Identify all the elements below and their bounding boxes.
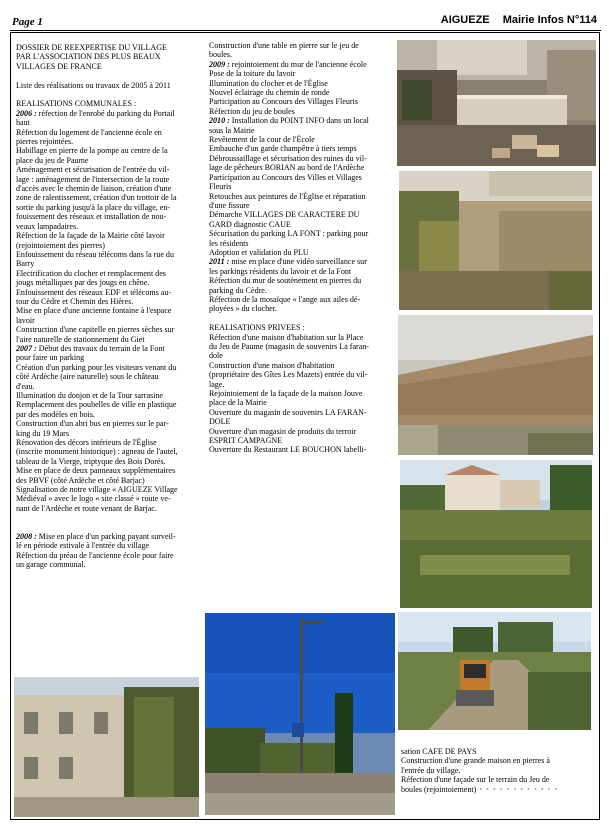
text-line: Aménagement et sécurisation de l'entrée du vil- [16, 165, 170, 175]
text-line: d'accès avec le chemin de liaison, création d'une [16, 184, 172, 194]
text-line: Réfection du logement de l'ancienne école en [16, 127, 162, 137]
text-line: nant de l'Ardèche et route venant de Barjac. [16, 503, 157, 513]
article-column-3 [401, 747, 597, 794]
text-line: Participation au Concours des Villes et Villages [209, 172, 362, 182]
text-line: DOLE [209, 417, 231, 427]
text-line: sation CAFE DE PAYS [401, 747, 477, 756]
text-line: boules. [209, 50, 233, 60]
text-line: 2010 : Installation du POINT INFO dans un local [209, 116, 369, 126]
photo-lavoir-fountain [397, 40, 596, 166]
text-line: Adoption et validation du PLU [209, 247, 309, 257]
text-line: ployées » du clocher. [209, 304, 277, 314]
text-line: l'aire naturelle de stationnement du Giet [16, 334, 145, 344]
text-line: l'entrée du village. [401, 765, 461, 775]
text-line: sous la Mairie [209, 125, 255, 135]
text-line: Mise en place de deux panneaux supplémentaires [16, 466, 176, 476]
text-line: Mise en place d'une ancienne fontaine à l'espace [16, 306, 172, 316]
photo-street-lamp [205, 613, 395, 815]
text-line [209, 314, 394, 323]
bulletin-name: Mairie Infos N°114 [502, 14, 597, 26]
text-line: lage : aménagement de l'intersection de la route [16, 174, 170, 184]
text-line: Remplacement des poubelles de ville en plastique [16, 400, 177, 410]
text-line: pour faire un parking [16, 353, 85, 363]
text-line: lage. [209, 379, 225, 389]
text-line: d'une fissure [209, 200, 250, 210]
text-line [16, 513, 202, 522]
text-line: place de la Mairie [209, 398, 267, 408]
photo-ruined-wall [399, 171, 592, 310]
text-line: 2007 : Début des travaux du terrain de la Font [16, 343, 165, 353]
text-line: king du 19 Mars [16, 428, 69, 438]
text-line: zone de ralentissement, création d'un trottoir de la [16, 193, 177, 203]
text-line: Barry [16, 259, 35, 269]
text-line: Construction d'une maison d'habitation [209, 360, 335, 370]
text-line: Embauche d'un garde champêtre à tiers temps [209, 144, 357, 154]
text-line: Electrification du clocher et remplacement des [16, 268, 166, 278]
text-line: Sécurisation du parking LA FONT : parking pour [209, 229, 369, 239]
text-line: Réfection de la mosaïque « l'ange aux ailes dé- [209, 294, 361, 304]
text-line: Revêtement de la cour de l'École [209, 135, 315, 145]
page-number: Page 1 [12, 16, 43, 28]
text-line: Rejointoiement de la façade de la maison Jouve [209, 389, 363, 399]
text-line: REALISATIONS PRIVEES : [209, 323, 305, 333]
text-line: Pose de la toiture du lavoir [209, 69, 296, 79]
text-line: Réfection de la façade de la Mairie côté lavoir [16, 231, 165, 241]
village-name: AIGUEZE [440, 14, 490, 26]
text-line: jougs métalliques par des jougs en chêne. [16, 278, 150, 288]
text-line: Construction d'un abri bus en pierres sur le par- [16, 419, 169, 429]
text-line: Réfection d'une façade sur le terrain du Jeu de [401, 775, 550, 785]
text-line: lage de pêcheurs BORIAN au bord de l'Ardèche [209, 163, 365, 173]
text-line: un garage communal. [16, 560, 86, 570]
article-column-1 [16, 43, 202, 570]
text-line: Réfection du mur de soutènement en pierres du [209, 276, 362, 286]
text-line: les résidents [209, 238, 249, 248]
text-line: PAR L'ASSOCIATION DES PLUS BEAUX [16, 52, 161, 62]
text-line [16, 523, 202, 532]
text-line: boules (rejointoiement) • • • • • • • • • • • • [401, 784, 559, 794]
text-line: Participation au Concours des Villages Fleuris [209, 97, 358, 107]
text-line: 2006 : réfection de l'enrobé du parking du Portail [16, 108, 175, 118]
text-line: place du jeu de Paume [16, 155, 89, 165]
text-line: Débroussaillage et sécurisation des ruines du vil- [209, 153, 367, 163]
text-line: Médiéval » avec le logo « site classé » route ve- [16, 494, 171, 504]
text-line: Ouverture d'un magasin de produits du terroir [209, 426, 357, 436]
text-line: parking du Cèdre. [209, 285, 267, 295]
text-line: tour du Cèdre et Chemin des Hières. [16, 296, 134, 306]
photo-retaining-wall [398, 315, 593, 455]
text-line: Habillage en pierre de la pompe au centre de la [16, 146, 168, 156]
article-column-2 [209, 41, 394, 455]
text-line: pierres rejointées. [16, 137, 74, 147]
text-line: Nouvel éclairage du chemin de ronde [209, 88, 330, 98]
text-line: Illumination du clocher et de l'Église [209, 78, 328, 88]
text-line: (inscrite monument historique) : agneau de l'autel, [16, 447, 178, 457]
text-line: veaux lampadaires. [16, 221, 79, 231]
text-line: ESPRIT CAMPAGNE [209, 436, 283, 446]
text-line: Construction d'une table en pierre sur le jeu de [209, 41, 359, 50]
text-line: Enfouissement des réseaux EDF et télécoms au- [16, 287, 172, 297]
text-line: GARD diagnostic CAUE [209, 219, 291, 229]
text-line: Ouverture du magasin de souvenirs LA FARAN- [209, 407, 367, 417]
text-line: Réfection du jeu de boules [209, 106, 295, 116]
text-line: Ouverture du Restaurant LE BOUCHON labelli- [209, 445, 367, 455]
text-line: VILLAGES DE FRANCE [16, 61, 102, 71]
text-line: Construction d'une grande maison en pierres à [401, 756, 550, 766]
text-line: Retouches aux peintures de l'Église et réparation [209, 191, 366, 201]
text-line: 2011 : mise en place d'une vidéo surveillance sur [209, 257, 367, 267]
text-line: Enfouissement du réseau télécoms dans la rue du [16, 249, 174, 259]
text-line: sortie du parking jusqu'à la place du village, en- [16, 202, 171, 212]
text-line: dole [209, 351, 223, 361]
text-line: (propriétaire des Gîtes Les Mazets) entrée du vil- [209, 370, 368, 380]
text-line: Liste des réalisations ou travaux de 2005 à 2011 [16, 80, 171, 90]
text-line: des PBVF (côté Ardèche et côté Barjac) [16, 475, 145, 485]
text-line: du Jeu de Paume (magasin de souvenirs La faran- [209, 341, 369, 351]
text-line: Réfection d'une maison d'habitation sur la Place [209, 332, 364, 342]
page-header [0, 0, 609, 34]
text-line: 2008 : Mise en place d'un parking payant surveil- [16, 532, 176, 542]
publication-title [431, 14, 597, 26]
text-line: Création d'un parking pour les visiteurs venant du [16, 362, 177, 372]
text-line: lavoir [16, 315, 35, 325]
text-line: Réfection du préau de l'ancienne école pour faire [16, 550, 174, 560]
text-line: REALISATIONS COMMUNALES : [16, 99, 137, 109]
photo-village-houses [400, 460, 592, 608]
text-line: les parkings résidents du lavoir et de la Font [209, 266, 352, 276]
text-line: côté Ardèche (aire naturelle) sous le château [16, 372, 159, 382]
text-line: fouissement des réseaux et installation de nou- [16, 212, 167, 222]
photo-old-house [14, 677, 199, 817]
text-line: haut [16, 118, 30, 128]
decorative-dots: • • • • • • • • • • • • [476, 784, 559, 794]
text-line: tableau de la Vierge, triptyque des Bois Dorés. [16, 456, 166, 466]
text-line: lé en période estivale à l'entrée du village [16, 541, 150, 551]
text-line: par des modèles en bois. [16, 409, 95, 419]
text-line: Construction d'une capitelle en pierres sèches sur [16, 325, 175, 335]
text-line: Démarche VILLAGES DE CARACTERE DU [209, 210, 360, 220]
text-line: DOSSIER DE REEXPERTISE DU VILLAGE [16, 43, 167, 52]
header-rule [10, 30, 601, 31]
text-line: Rénovation des décors intérieurs de l'Église [16, 438, 157, 448]
text-line: Fleuris [209, 182, 232, 192]
text-line [16, 71, 202, 80]
text-line: Signalisation de notre village « AIGUEZE Village [16, 485, 178, 495]
text-line: (rejointoiement des pierres) [16, 240, 105, 250]
text-line: 2009 : rejointoiement du mur de l'ancienne école [209, 59, 367, 69]
text-line [16, 90, 202, 99]
photo-road-works [398, 612, 591, 730]
text-line: Illumination du donjon et de la Tour sarrasine [16, 391, 164, 400]
text-line: d'eau. [16, 381, 35, 391]
